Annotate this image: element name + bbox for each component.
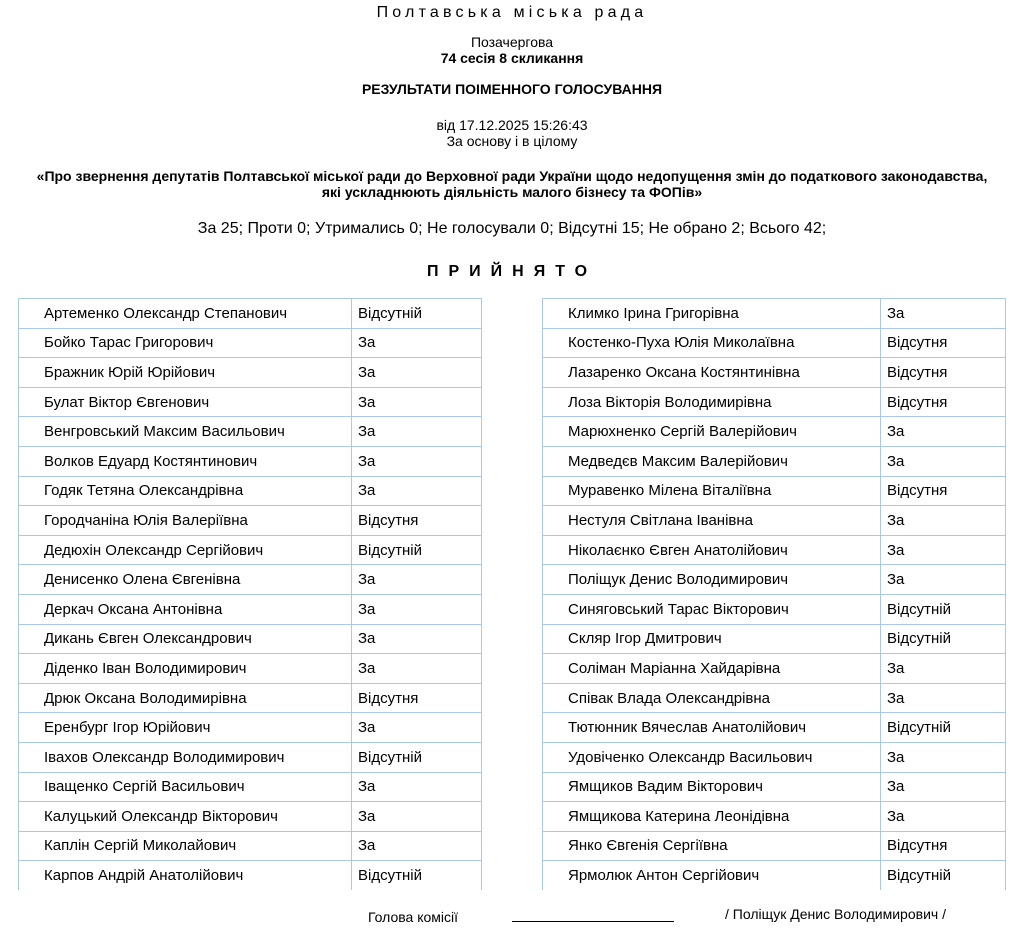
table-row [19,861,482,890]
deputy-name: Ямщиков Вадим Вікторович [543,772,881,802]
vote-result: За [881,683,1006,713]
table-row [543,624,1006,654]
vote-result: Відсутня [881,831,1006,861]
table-row [19,417,482,447]
deputy-name: Бражник Юрій Юрійович [19,358,352,388]
deputy-name: Соліман Маріанна Хайдарівна [543,654,881,684]
vote-result: За [881,417,1006,447]
deputy-name: Марюхненко Сергій Валерійович [543,417,881,447]
vote-result: За [881,772,1006,802]
table-row [543,565,1006,595]
deputy-name: Діденко Іван Володимирович [19,654,352,684]
table-row [543,772,1006,802]
table-row [543,387,1006,417]
deputy-name: Ямщикова Катерина Леонідівна [543,802,881,832]
vote-result: За [352,624,482,654]
roll-call-table-right [542,298,1006,890]
deputy-name: Каплін Сергій Миколайович [19,831,352,861]
deputy-name: Медведєв Максим Валерійович [543,446,881,476]
deputy-name: Карпов Андрій Анатолійович [19,861,352,890]
vote-result: За [881,742,1006,772]
deputy-name: Лоза Вікторія Володимирівна [543,387,881,417]
vote-result: За [352,772,482,802]
table-row [543,802,1006,832]
signature-footer [0,905,1024,929]
table-row [19,594,482,624]
deputy-name: Дедюхін Олександр Сергійович [19,535,352,565]
deputy-name: Ярмолюк Антон Сергійович [543,861,881,890]
table-row [543,476,1006,506]
vote-result: Відсутній [352,742,482,772]
chair-name: / Поліщук Денис Володимирович / [725,906,946,922]
deputy-name: Венгровський Максим Васильович [19,417,352,447]
deputy-name: Скляр Ігор Дмитрович [543,624,881,654]
vote-result: За [352,565,482,595]
table-row [19,387,482,417]
deputy-name: Еренбург Ігор Юрійович [19,713,352,743]
deputy-name: Бойко Тарас Григорович [19,328,352,358]
chair-label: Голова комісії [368,909,458,925]
vote-result: За [881,565,1006,595]
table-row [19,654,482,684]
result-heading: РЕЗУЛЬТАТИ ПОІМЕННОГО ГОЛОСУВАННЯ [361,81,663,97]
deputy-name: Денисенко Олена Євгенівна [19,565,352,595]
council-title: Полтавська міська рада [376,4,648,21]
vote-date: від 17.12.2025 15:26:43 [436,117,588,133]
signature-line [512,921,674,922]
vote-result: За [881,654,1006,684]
deputy-name: Ніколаєнко Євген Анатолійович [543,535,881,565]
vote-result: За [352,446,482,476]
table-row [543,506,1006,536]
vote-result: За [881,535,1006,565]
table-row [543,299,1006,329]
table-row [19,299,482,329]
vote-result: За [352,417,482,447]
deputy-name: Муравенко Мілена Віталіївна [543,476,881,506]
vote-result: За [352,654,482,684]
deputy-name: Янко Євгенія Сергіївна [543,831,881,861]
table-row [543,831,1006,861]
deputy-name: Лазаренко Оксана Костянтинівна [543,358,881,388]
vote-result: Відсутня [352,506,482,536]
deputy-name: Волков Едуард Костянтинович [19,446,352,476]
vote-result: Відсутня [352,683,482,713]
vote-result: За [352,802,482,832]
table-row [19,446,482,476]
vote-result: За [352,831,482,861]
table-row [543,417,1006,447]
vote-result: Відсутня [881,476,1006,506]
table-row [543,446,1006,476]
deputy-name: Дикань Євген Олександрович [19,624,352,654]
vote-tally: За 25; Проти 0; Утримались 0; Не голосували 0; Відсутні 15; Не обрано 2; Всього 42; [197,220,827,237]
deputy-name: Деркач Оксана Антонівна [19,594,352,624]
vote-result: За [352,594,482,624]
table-row [543,328,1006,358]
vote-result: За [881,506,1006,536]
roll-call-table-left [18,298,482,890]
deputy-name: Артеменко Олександр Степанович [19,299,352,329]
vote-result: За [352,476,482,506]
table-row [543,535,1006,565]
table-row [19,506,482,536]
decision-status: ПРИЙНЯТО [426,263,598,280]
table-row [543,742,1006,772]
table-row [19,772,482,802]
table-row [19,831,482,861]
table-row [19,535,482,565]
deputy-name: Тютюнник Вячеслав Анатолійович [543,713,881,743]
deputy-name: Удовіченко Олександр Васильович [543,742,881,772]
table-row [19,565,482,595]
vote-result: За [352,387,482,417]
deputy-name: Климко Ірина Григорівна [543,299,881,329]
vote-result: За [881,802,1006,832]
vote-result: За [352,328,482,358]
vote-result: За [881,299,1006,329]
table-row [19,802,482,832]
table-row [543,713,1006,743]
deputy-name: Калуцький Олександр Вікторович [19,802,352,832]
deputy-name: Годяк Тетяна Олександрівна [19,476,352,506]
vote-result: За [881,446,1006,476]
deputy-name: Співак Влада Олександрівна [543,683,881,713]
deputy-name: Іващенко Сергій Васильович [19,772,352,802]
table-row [19,683,482,713]
deputy-name: Івахов Олександр Володимирович [19,742,352,772]
deputy-name: Костенко-Пуха Юлія Миколаївна [543,328,881,358]
deputy-name: Булат Віктор Євгенович [19,387,352,417]
vote-result: Відсутній [881,861,1006,890]
vote-basis: За основу і в цілому [446,133,578,149]
deputy-name: Дрюк Оксана Володимирівна [19,683,352,713]
vote-result: За [352,713,482,743]
table-row [543,358,1006,388]
table-row [543,594,1006,624]
table-row [19,358,482,388]
vote-result: Відсутній [352,299,482,329]
vote-result: Відсутня [881,358,1006,388]
table-row [543,861,1006,890]
deputy-name: Городчаніна Юлія Валеріївна [19,506,352,536]
table-row [19,328,482,358]
vote-result: Відсутній [881,713,1006,743]
vote-result: Відсутній [352,861,482,890]
table-row [543,683,1006,713]
table-row [19,624,482,654]
deputy-name: Поліщук Денис Володимирович [543,565,881,595]
resolution-title: «Про звернення депутатів Полтавської міської ради до Верховної ради України щодо недопущення змін до податкового законодавства, які ускладнюють діяльність малого бізнесу та ФОПів» [36,168,988,200]
vote-result: Відсутній [352,535,482,565]
deputy-name: Синяговський Тарас Вікторович [543,594,881,624]
vote-result: Відсутня [881,328,1006,358]
vote-result: Відсутній [881,624,1006,654]
vote-result: Відсутня [881,387,1006,417]
table-row [19,713,482,743]
table-row [19,476,482,506]
table-row [543,654,1006,684]
table-row [19,742,482,772]
deputy-name: Нестуля Світлана Іванівна [543,506,881,536]
session-type: Позачергова [470,34,554,50]
session-name: 74 сесія 8 скликання [440,50,584,66]
vote-result: За [352,358,482,388]
vote-result: Відсутній [881,594,1006,624]
